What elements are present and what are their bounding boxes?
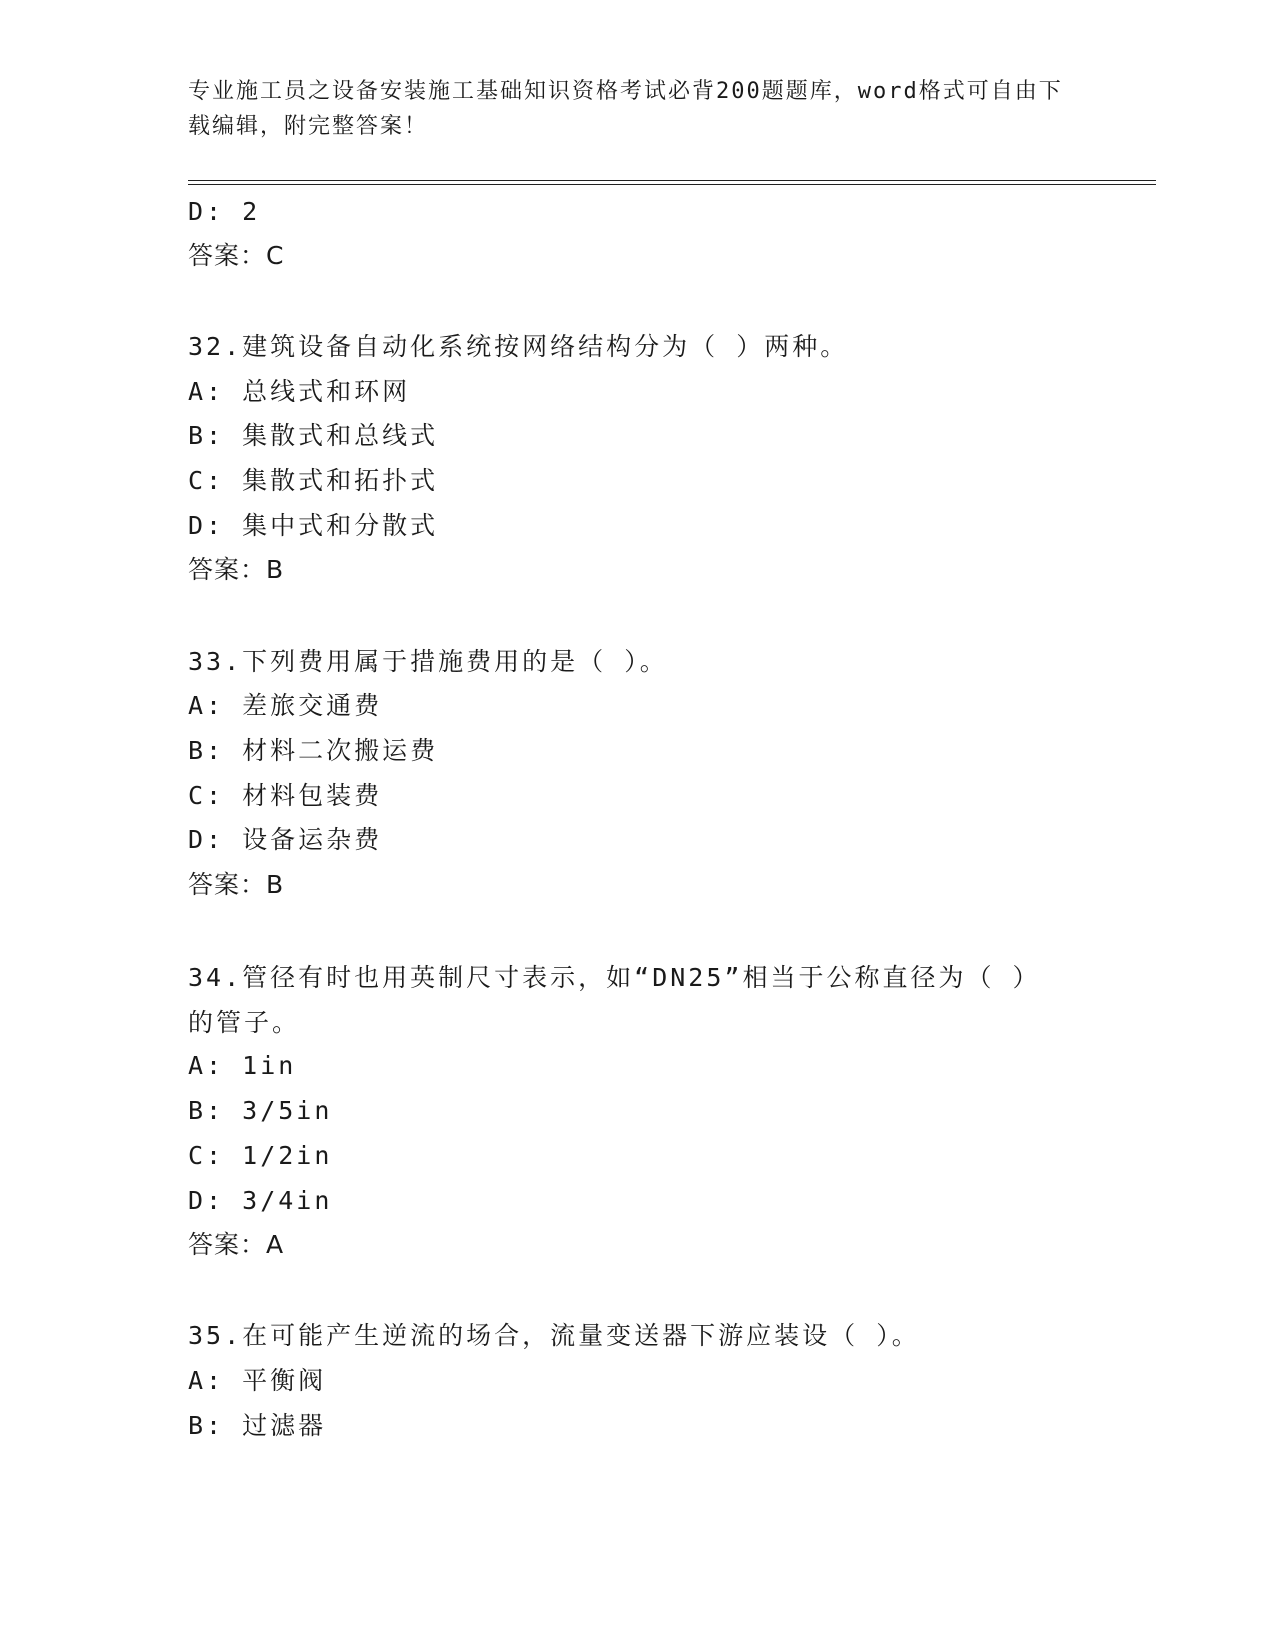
question-35-option-b: B: 过滤器 [188,1411,327,1440]
question-35-option-a: A: 平衡阀 [188,1366,327,1395]
question-34-option-d: D: 3/4in [188,1186,333,1215]
question-32-option-a: A: 总线式和环网 [188,377,411,406]
document-header: 专业施工员之设备安装施工基础知识资格考试必背200题题库，word格式可自由下载编辑，附完整答案！ [188,79,1063,139]
question-32-option-b: B: 集散式和总线式 [188,421,439,450]
question-32-option-c: C: 集散式和拓扑式 [188,466,439,495]
question-34-option-a: A: 1in [188,1051,297,1080]
question-33-answer: 答案：B [188,870,285,899]
prev-answer: 答案：C [188,241,285,270]
header-rule-bottom [188,184,1156,185]
question-33-stem: 33.下列费用属于措施费用的是（ ）。 [188,647,668,676]
question-33-option-a: A: 差旅交通费 [188,691,383,720]
prev-option-d: D: 2 [188,197,261,226]
header-rule-top [188,180,1156,181]
question-32-answer: 答案：B [188,555,285,584]
question-32-stem: 32.建筑设备自动化系统按网络结构分为（ ）两种。 [188,332,849,361]
question-32-option-d: D: 集中式和分散式 [188,511,439,540]
question-33-option-b: B: 材料二次搬运费 [188,736,439,765]
question-33-option-d: D: 设备运杂费 [188,825,383,854]
question-34-option-b: B: 3/5in [188,1096,333,1125]
question-34-answer: 答案：A [188,1230,285,1259]
question-34-option-c: C: 1/2in [188,1141,333,1170]
question-35-stem: 35.在可能产生逆流的场合，流量变送器下游应装设（ ）。 [188,1321,920,1350]
question-34-stem: 34.管径有时也用英制尺寸表示，如“DN25”相当于公称直径为（ ）的管子。 [188,963,1041,1037]
question-33-option-c: C: 材料包装费 [188,781,383,810]
